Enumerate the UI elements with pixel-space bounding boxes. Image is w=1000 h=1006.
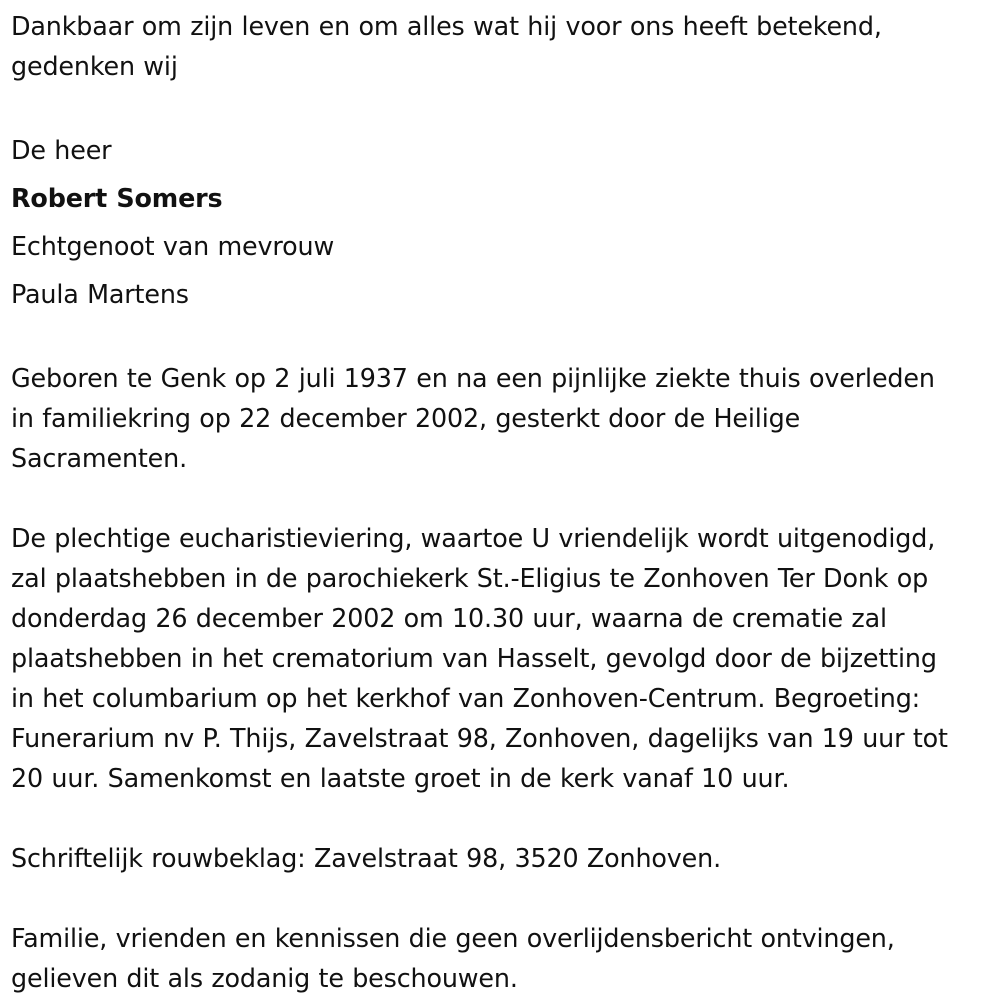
death-notice [11, 0, 996, 998]
closing-line: gelieven dit als zodanig te beschouwen. [11, 963, 518, 993]
intro-paragraph [11, 6, 996, 86]
ceremony-line: plaatshebben in het crematorium van Hasselt, gevolgd door de bijzetting [11, 643, 937, 673]
condolence-line: Schriftelijk rouwbeklag: Zavelstraat 98, 3520 Zonhoven. [11, 843, 722, 873]
birth-death-paragraph [11, 358, 996, 478]
honoree-spouse: Paula Martens [11, 279, 189, 309]
honoree-block [11, 126, 996, 318]
ceremony-line: Funerarium nv P. Thijs, Zavelstraat 98, Zonhoven, dagelijks van 19 uur tot [11, 723, 948, 753]
spacer [11, 878, 996, 918]
spacer [11, 86, 996, 126]
ceremony-line: donderdag 26 december 2002 om 10.30 uur, waarna de crematie zal [11, 603, 887, 633]
honoree-relation: Echtgenoot van mevrouw [11, 231, 335, 261]
ceremony-line: 20 uur. Samenkomst en laatste groet in de kerk vanaf 10 uur. [11, 763, 790, 793]
intro-line-1: Dankbaar om zijn leven en om alles wat hij voor ons heeft betekend, [11, 11, 882, 41]
honoree-title: De heer [11, 135, 112, 165]
ceremony-paragraph [11, 518, 996, 798]
intro-line-2: gedenken wij [11, 51, 178, 81]
ceremony-line: in het columbarium op het kerkhof van Zonhoven-Centrum. Begroeting: [11, 683, 921, 713]
ceremony-line: De plechtige eucharistieviering, waartoe U vriendelijk wordt uitgenodigd, [11, 523, 936, 553]
honoree-name: Robert Somers [11, 183, 223, 213]
birth-death-line: Sacramenten. [11, 443, 188, 473]
spacer [11, 478, 996, 518]
closing-line: Familie, vrienden en kennissen die geen overlijdensbericht ontvingen, [11, 923, 895, 953]
ceremony-line: zal plaatshebben in de parochiekerk St.-Eligius te Zonhoven Ter Donk op [11, 563, 929, 593]
spacer [11, 318, 996, 358]
closing-paragraph [11, 918, 996, 998]
birth-death-line: in familiekring op 22 december 2002, gesterkt door de Heilige [11, 403, 801, 433]
spacer [11, 798, 996, 838]
birth-death-line: Geboren te Genk op 2 juli 1937 en na een pijnlijke ziekte thuis overleden [11, 363, 935, 393]
condolence-paragraph [11, 838, 996, 878]
